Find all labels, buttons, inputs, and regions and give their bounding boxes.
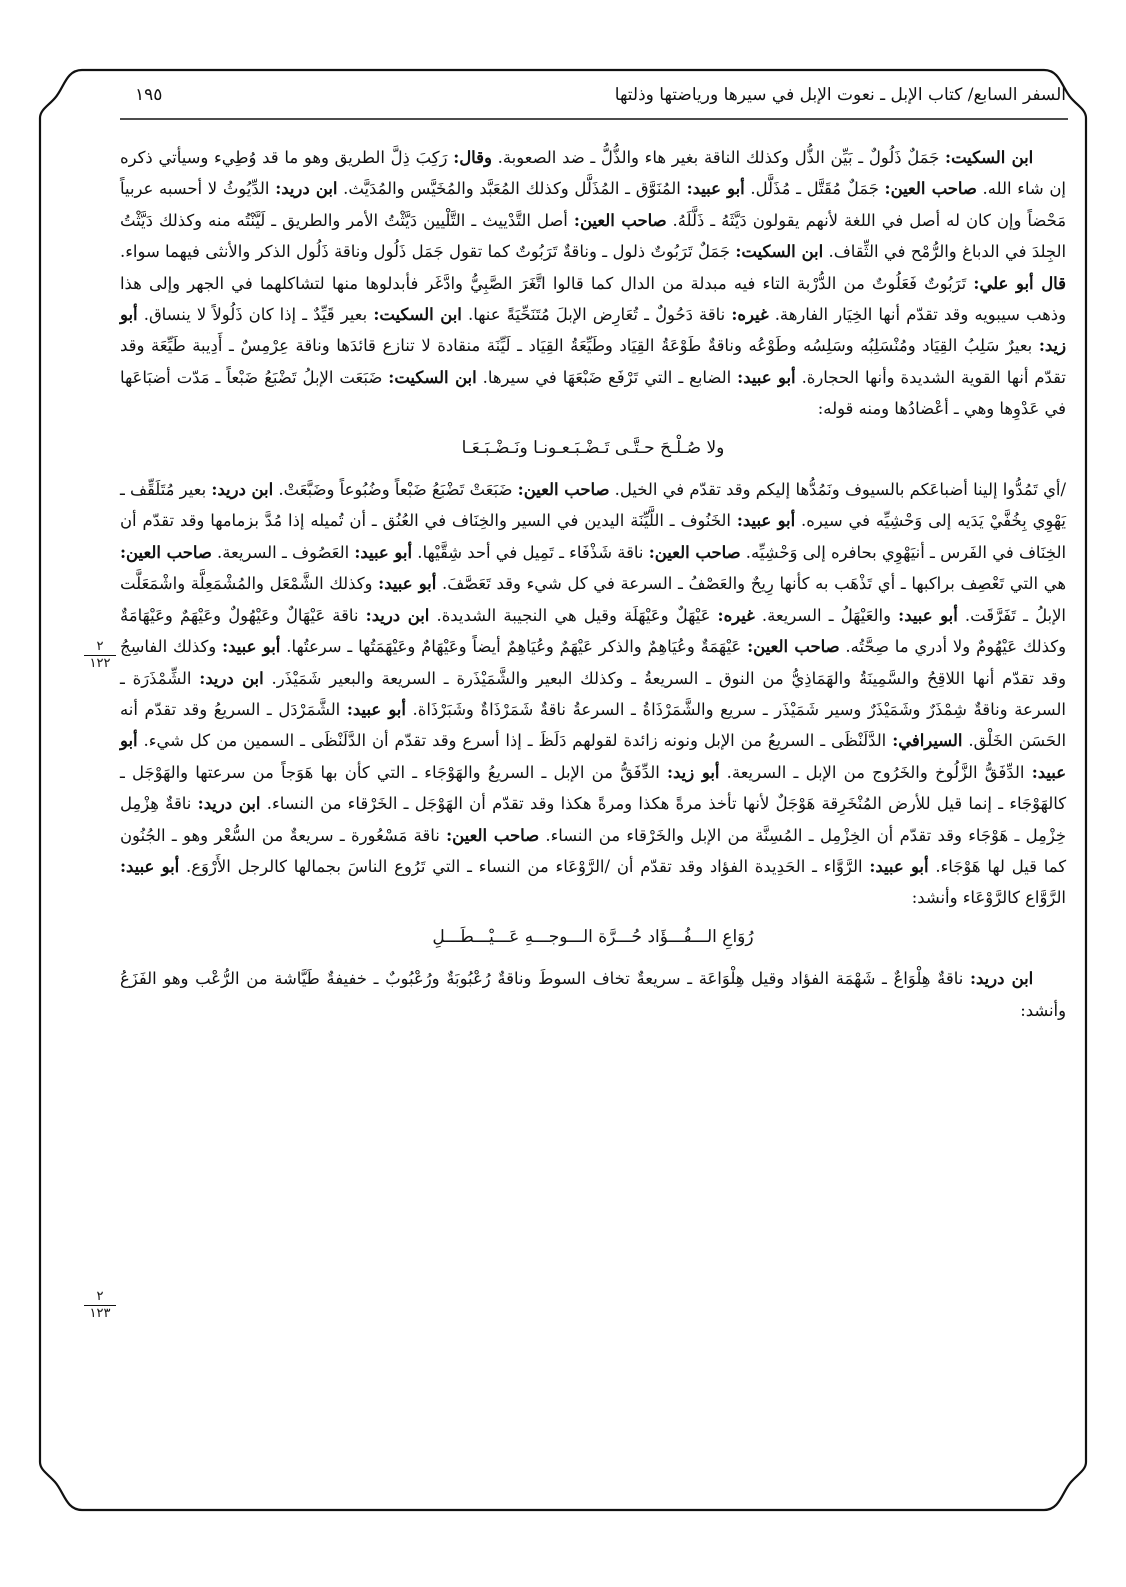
text-run: الضابع ـ التي تَرْفَع ضَبْعَهَا في سيرها. xyxy=(476,367,738,387)
text-run: الشِّمْذَرَة ـ السرعة وناقةٌ شِمْذَرٌ وشَمَيْذَرٌ وسير شَمَيْذَر ـ سريع والشَّمَرْذَاةُ ـ السرعةُ ناقةٌ شَمَرْذَاةٌ وشَبَرْذَاة. xyxy=(120,668,1066,719)
running-header xyxy=(135,85,1066,115)
speaker-label: صاحب العين: xyxy=(747,637,840,657)
paragraph-3 xyxy=(120,963,1066,1026)
margin-note-top: ٢ xyxy=(96,639,104,654)
text-run: ناقة عَيْهَالٌ وعَيْهُولٌ وعَيْهَمٌ وعَيْهَامَةٌ وكذلك عَيْهُومٌ ولا أدري ما صِحَّتُه. xyxy=(120,605,1066,657)
text-run: عَيْهَلٌ وعَيْهَلَة وقيل هي النجيبة الشديدة. xyxy=(429,605,718,625)
text-run: بعير قَيِّدٌ ـ إذا كان ذَلُولاً لا ينساق. xyxy=(137,305,374,325)
speaker-label: أبو زيد: xyxy=(120,305,1066,356)
text-run: أصل التَّدْييث ـ التَّلْيين دَيَّثْتُ الأمر والطريق ـ لَيَّنْتُه منه وكذلك دَيَّثْتُ الجِلدَ في الدباغ والرُّمْح في الثِّقاف. xyxy=(120,210,1066,262)
verse-line-2: رُوَاعِ الـــفُـــؤَاد حُـــرَّة الـــوجـــهِ عَـــيْـــطَـــلِ xyxy=(432,926,754,947)
speaker-label: وقال: xyxy=(453,148,492,167)
speaker-label: ابن دريد: xyxy=(275,179,338,199)
speaker-label: ابن السكيت: xyxy=(388,367,477,387)
speaker-label: أبو عبيد: xyxy=(346,699,406,719)
margin-note-top: ٢ xyxy=(96,1289,104,1304)
speaker-label: صاحب العين: xyxy=(648,542,741,562)
text-run: /أي تَمُدُّوا إلينا أضباعَكم بالسيوف ونَمُدُّها إليكم وقد تقدّم في الخيل. xyxy=(609,480,1066,500)
text-run: جَمَلٌ ذَلُولٌ ـ بَيِّن الذُّل وكذلك الناقة بغير هاء والذُّلُّ ـ ضد الصعوبة. xyxy=(491,148,946,167)
speaker-label: أبو عبيد: xyxy=(869,856,929,876)
text-run: بعيرٌ سَلِبُ القِيَاد ومُنْسَلِبُه وسَلِسُه وطَوْعُه وناقةٌ طَوْعَةُ القِيَاد وطَيِّعَةُ القِيَاد ـ لَيِّنَة منقادة لا تنازع قائدَها وناقة عِرْمِسٌ ـ أَدِيبة طَيِّعَة وقد تقدّم أنها القوية الشديدة وأنها الحجارة. xyxy=(120,336,1066,387)
text-run: ناقة شَذْفَاء ـ تَمِيل في أحد شِقَّيْها. xyxy=(412,542,649,562)
speaker-label: أبو عبيد: xyxy=(737,367,796,387)
speaker-label: ابن السكيت: xyxy=(945,148,1034,167)
main-text xyxy=(120,142,1066,1026)
text-run: بعير مُتَلَقِّف ـ يَهْوِي بِخُفَّيْ يَدَيه إلى وَحْشِيِّه في سيره. xyxy=(120,480,1066,531)
speaker-label: السيرافي: xyxy=(892,731,963,751)
speaker-label: أبو عبيد: xyxy=(120,731,1067,782)
speaker-label: ابن دريد: xyxy=(365,605,430,625)
speaker-label: صاحب العين: xyxy=(120,542,212,562)
text-run: الدِّفَقُّ من الإبل ـ السريعُ والهَوْجَاء ـ التي كأن بها هَوَجاً من سرعتها والهَوْجَل ـ كالهَوْجَاء ـ إنما قيل للأرض المُنْخَرِقة هَوْجَلٌ لأنها تأخذ مرةً هكذا ومرةً هكذا وقد تقدّم أن الهَوْجَل ـ الخَرْقاء من النساء. xyxy=(120,762,1066,814)
text-run: والعَيْهَلُ ـ السريعة. xyxy=(754,605,899,625)
text-run: ناقةٌ هِلْوَاعٌ ـ شَهْمَة الفؤاد وقيل هِلْوَاعَة ـ سريعةٌ تخاف السوطَ وناقةٌ رُعْبُوبَةٌ ورُعْبُوبٌ ـ خفيفةٌ طَيَّاشة من الرُّعْب وهو الفَزَعُ وأنشد: xyxy=(120,969,1066,1020)
text-run: الرَّوَّاء ـ الحَدِيدة الفؤاد وقد تقدّم أن /الرَّوْعَاء من النساء ـ التي تَرُوع الناسَ بجمالها كالرجل الأَرْوَع. xyxy=(179,856,870,876)
speaker-label: صاحب العين: xyxy=(517,480,610,500)
margin-note-bottom: ١٢٢ xyxy=(89,656,111,671)
speaker-label: صاحب العين: xyxy=(884,179,977,199)
text-run: العَصُوف ـ السريعة. xyxy=(211,542,355,562)
speaker-label: أبو زيد: xyxy=(667,762,720,782)
speaker-label: صاحب العين: xyxy=(573,210,667,230)
paragraph-2 xyxy=(120,474,1066,914)
speaker-label: ابن دريد: xyxy=(197,794,261,814)
speaker-label: أبو عبيد: xyxy=(354,542,413,562)
speaker-label: أبو عبيد: xyxy=(898,605,958,625)
speaker-label: غيره: xyxy=(717,605,755,625)
text-run: المُنَوَّق ـ المُذَلَّل وكذلك المُعَبَّد والمُخَيَّس والمُدَيَّث. xyxy=(337,179,687,199)
speaker-label: ابن السكيت: xyxy=(735,242,824,262)
text-run: هي التي تَعْصِف براكبها ـ أي تَذْهَب به كأنها رِيحٌ والعَصْفُ ـ السرعة في كل شيء وقد تَعَصَّفَ. xyxy=(436,574,1067,594)
text-run: الرَّوَّاع كالرَّوْعَاء وأنشد: xyxy=(911,888,1066,908)
speaker-label: ابن السكيت: xyxy=(373,305,462,325)
speaker-label: ابن دريد: xyxy=(211,480,274,500)
margin-note-bottom: ١٢٣ xyxy=(89,1306,111,1321)
speaker-label: أبو عبيد: xyxy=(378,574,437,594)
verse-line-1: ولا صُـلْـحَ حـتَّـى تَـضْـبَـعـونـا ونَـضْـبَـعَـا xyxy=(461,437,725,458)
paragraph-1 xyxy=(120,142,1066,425)
text-run: تَرَبُوتٌ فَعَلُوتٌ من الدُّرْبة التاء فيه مبدلة من الدال كما قالوا اتَّغَرَ الصَّبِيُّ وادَّغَر فأبدلوها منها لتشاكلهما في الجهر وإلى هذا وذهب سيبويه وقد تقدّم أنها الخِيَار الفارهة. xyxy=(120,273,1066,325)
page-number: ١٩٥ xyxy=(135,85,163,105)
text-run: ناقة مَسْعُورة ـ سريعةٌ من السُّعْر وهو ـ الجُنُون كما قيل لها هَوْجَاء. xyxy=(120,825,1066,876)
text-run: جَمَلٌ مُقَتَّل ـ مُذَلَّل. xyxy=(744,179,885,199)
speaker-label: صاحب العين: xyxy=(446,825,540,845)
text-run: وكذلك الفاسِجُ وقد تقدّم أنها اللاقِحُ والسَّمِينَةُ والهَمَاذِيُّ من النوق ـ السريعةُ ـ وكذلك البعير والشَّمَيْذَرة ـ السريعة والبعير شَمَيْذَر. xyxy=(120,637,1066,688)
speaker-label: غيره: xyxy=(731,305,769,325)
text-run: ضَبَعَت الإبلُ تَضْبَعُ ضَبْعاً ـ مَدّت أضبَاعَها في عَدْوِها وهي ـ أعْضادُها ومنه قوله: xyxy=(120,367,1066,419)
text-run: ناقةٌ هِزْمِل خِزْمِل ـ هَوْجَاء وقد تقدّم أن الخِزْمِل ـ المُسِنَّة من الإبل والخَرْقاء من النساء. xyxy=(120,794,1066,845)
text-run: الشَّمَرْدَل ـ السريعُ وقد تقدّم أنه الحَسَن الخَلْق. xyxy=(120,699,1066,751)
speaker-label: ابن دريد: xyxy=(969,969,1034,989)
speaker-label: ابن دريد: xyxy=(199,668,264,688)
speaker-label: أبو عبيد: xyxy=(686,179,745,199)
speaker-label: أبو عبيد: xyxy=(120,856,180,876)
margin-note-1 xyxy=(80,640,120,671)
text-run: ضَبَعَتْ تَضْبَعُ ضَبْعاً وضُبُوعاً وضَبَّعَتْ. xyxy=(273,480,518,500)
text-run: الدِّيُوثُ لا أحسبه عربياً مَحْضاً وإن كان له أصل في اللغة لأنهم يقولون دَيَّثَهُ ـ ذَلَّلَهُ. xyxy=(120,179,1066,230)
text-run: الخَنُوف ـ اللَّيِّنَة اليدين في السير والخِنَاف في العُنُق ـ أن تُميله إذا مُدَّ بزمامها وقد تقدّم أن الخِنَاف في الفَرس ـ أنيَهْوِي بحافره إلى وَحْشِيِّه. xyxy=(120,511,1067,562)
margin-note-2 xyxy=(80,1290,120,1321)
text-run: الدِّفَقُّ الزَّلُوخ والخَرُوج من الإبل ـ السريعة. xyxy=(719,762,1032,782)
text-run: ناقة دَحُولٌ ـ تُعَارِض الإبلَ مُتَنَحِّيَةً عنها. xyxy=(461,305,732,325)
text-run: رَكِبَ ذِلَّ الطريق وهو ما قد وُطِيء وسيأتي ذكره إن شاء الله. xyxy=(120,148,1066,199)
text-run: جَمَلٌ تَرَبُوتٌ ذلول ـ وناقةٌ تَرَبُوتٌ كما تقول جَمَل ذَلُول وناقة ذَلُول الذكر والأنثى فيهما سواء. xyxy=(120,242,736,262)
text-run: عَيْهَمَةٌ وعُيَاهِمٌ والذكر عَيْهَمٌ وعُيَاهِمٌ أيضاً وعَيْهَامٌ وعَيْهَمَتُها ـ سرعتُها. xyxy=(280,637,748,657)
running-title: السفر السابع/ كتاب الإبل ـ نعوت الإبل في سيرها ورياضتها وذلتها xyxy=(614,85,1066,105)
speaker-label: أبو عبيد: xyxy=(222,637,281,657)
text-run: الدَّلَنْظَى ـ السريعُ من الإبل ونونه زائدة لقولهم دَلَظَ ـ إذا أسرع وقد تقدّم أن الدَّلَنْظَى ـ السمين من كل شيء. xyxy=(137,731,893,751)
text-run: وكذلك الشَّمْعَل والمُشْمَعِلَّة واشْمَعَلَّت الإبلُ ـ تَفَرَّقَت. xyxy=(120,574,1066,625)
speaker-label: قال أبو علي: xyxy=(973,273,1066,293)
speaker-label: أبو عبيد: xyxy=(736,511,796,531)
